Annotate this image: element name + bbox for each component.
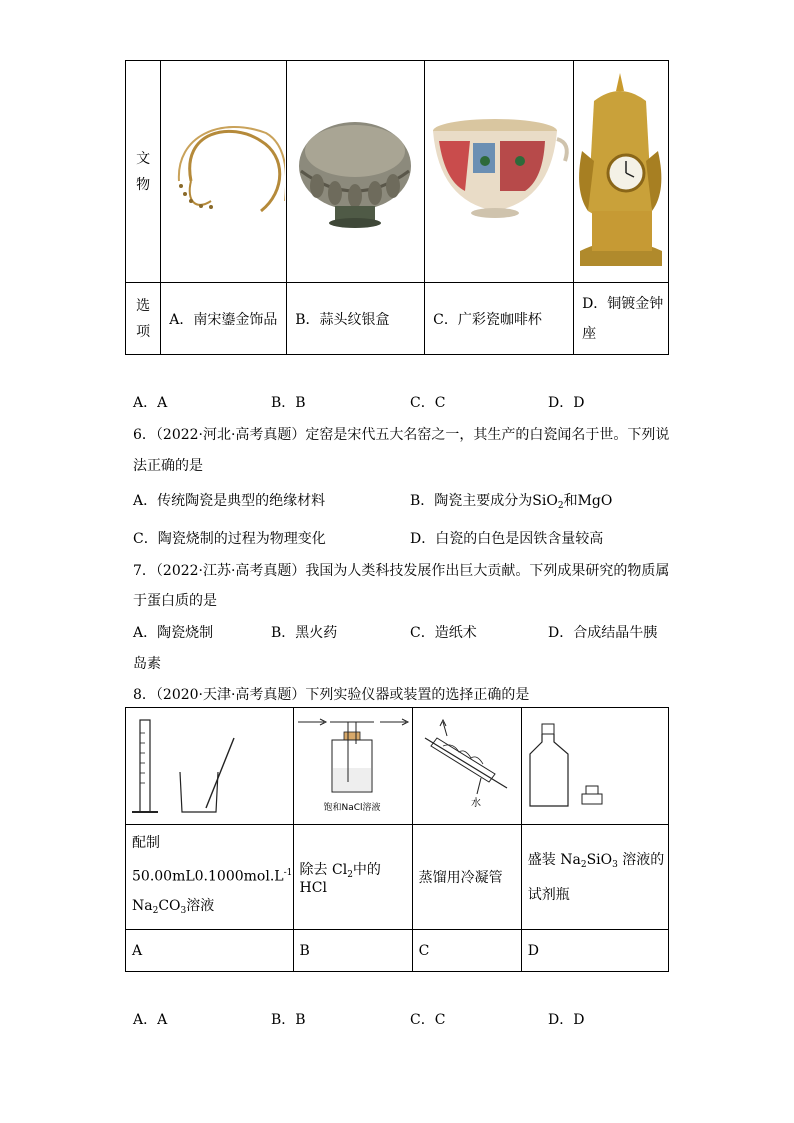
q6-option-b[interactable] [410, 490, 612, 511]
apparatus-c-fig [412, 708, 521, 825]
condenser-figure [413, 708, 520, 820]
answer-c[interactable]: C．C [410, 395, 446, 411]
option-d-line2: 座 [582, 325, 597, 342]
artifact-cell-b [287, 61, 425, 283]
formula-sio2: SiO [532, 493, 558, 509]
answer-d[interactable]: D．D [548, 395, 585, 411]
desc-a-line2 [132, 858, 293, 892]
answer-b[interactable]: B．B [271, 395, 306, 411]
desc-b-suffix: 中的 HCl [299, 861, 381, 896]
chem-part: SiO [586, 851, 613, 868]
apparatus-b-letter: B [293, 930, 412, 972]
chem-part: CO [158, 898, 181, 915]
apparatus-c-desc: 蒸馏用冷凝管 [412, 825, 521, 930]
q6-option-d[interactable]: D．白瓷的白色是因铁含量较高 [410, 531, 604, 547]
fig-b-label: 饱和NaCl溶液 [323, 803, 381, 813]
subscript: 2 [347, 869, 353, 880]
superscript: -1 [283, 867, 293, 878]
q7-option-c[interactable]: C．造纸术 [410, 625, 477, 641]
subscript: 3 [180, 906, 187, 917]
fig-c-label: 水 [470, 798, 481, 809]
chem-part: Na [132, 898, 153, 915]
q8-answer-b[interactable]: B．B [271, 1012, 306, 1028]
q6-stem-line2: 法正确的是 [133, 458, 203, 474]
apparatus-a-fig [126, 708, 294, 825]
artifact-table [125, 60, 669, 355]
q8-stem: 8．（2020·天津·高考真题）下列实验仪器或装置的选择正确的是 [133, 687, 530, 703]
q7-option-b[interactable]: B．黑火药 [271, 625, 338, 641]
desc-d-line1 [528, 845, 668, 880]
q6-option-c[interactable]: C．陶瓷烧制的过程为物理变化 [133, 531, 326, 547]
artifact-cell-a [161, 61, 287, 283]
apparatus-table [125, 707, 669, 972]
apparatus-d-letter: D [521, 930, 668, 972]
desc-a-line1: 配制 [132, 834, 160, 851]
apparatus-c-letter: C [412, 930, 521, 972]
q8-answer-c[interactable]: C．C [410, 1012, 446, 1028]
row-label-option [126, 283, 161, 355]
desc-a-suffix: 溶液 [186, 898, 215, 915]
row-label-artifact [126, 61, 161, 283]
answer-a[interactable]: A．A [133, 395, 168, 411]
label-char: 文 [136, 150, 151, 167]
gold-chain-image [161, 61, 285, 278]
subscript: 2 [557, 501, 564, 511]
q8-answer-d[interactable]: D．D [548, 1012, 585, 1028]
option-d-line1: D．铜镀金钟 [582, 295, 664, 312]
apparatus-b-fig [293, 708, 412, 825]
q7-option-d[interactable]: D．合成结晶牛胰 [548, 625, 658, 641]
q7-option-a[interactable]: A．陶瓷烧制 [133, 625, 214, 641]
artifact-cell-c [425, 61, 574, 283]
apparatus-d-fig [521, 708, 668, 825]
desc-a-text: 50.00mL0.1000mol.L [132, 868, 284, 885]
gas-wash-bottle-figure [294, 708, 412, 820]
option-b-cell: B．蒜头纹银盒 [287, 283, 425, 355]
gilt-clock-image [574, 61, 667, 278]
desc-d-line2: 试剂瓶 [527, 886, 570, 903]
option-c-cell: C．广彩瓷咖啡杯 [425, 283, 574, 355]
desc-a-line3 [132, 891, 293, 926]
desc-d-suffix: 溶液的 [617, 851, 665, 868]
desc-b-text: 除去 Cl [299, 861, 348, 878]
formula-mgo: MgO [577, 493, 613, 509]
subscript: 3 [612, 859, 618, 870]
q8-answer-a[interactable]: A．A [133, 1012, 168, 1028]
conjunction: 和 [563, 493, 578, 509]
label-char: 项 [136, 323, 151, 340]
label-char: 物 [136, 176, 151, 193]
option-d-cell [574, 283, 669, 355]
q7-stem-line2: 于蛋白质的是 [133, 593, 217, 609]
subscript: 2 [152, 906, 159, 917]
apparatus-d-desc [521, 825, 668, 930]
silver-box-image [287, 61, 423, 278]
q6-stem-line1: 6．（2022·河北·高考真题）定窑是宋代五大名窑之一，其生产的白瓷闻名于世。下列说 [133, 427, 670, 443]
apparatus-a-desc [126, 825, 294, 930]
cylinder-beaker-figure [126, 708, 288, 820]
chem-part: 盛装 Na [527, 851, 581, 868]
label-char: 选 [136, 297, 151, 314]
artifact-cell-d [574, 61, 669, 283]
q7-stem-line1: 7．（2022·江苏·高考真题）我国为人类科技发展作出巨大贡献。下列成果研究的物质属 [133, 563, 670, 579]
option-a-cell: A．南宋鎏金饰品 [161, 283, 287, 355]
porcelain-cup-image [425, 61, 572, 278]
reagent-bottle-figure [522, 708, 667, 820]
q7-option-d-cont: 岛素 [133, 656, 161, 672]
subscript: 2 [580, 859, 587, 870]
apparatus-a-letter: A [126, 930, 294, 972]
q6-option-a[interactable]: A．传统陶瓷是典型的绝缘材料 [133, 493, 326, 509]
apparatus-b-desc [293, 825, 412, 930]
q6-option-b-prefix: B．陶瓷主要成分为 [410, 493, 533, 509]
